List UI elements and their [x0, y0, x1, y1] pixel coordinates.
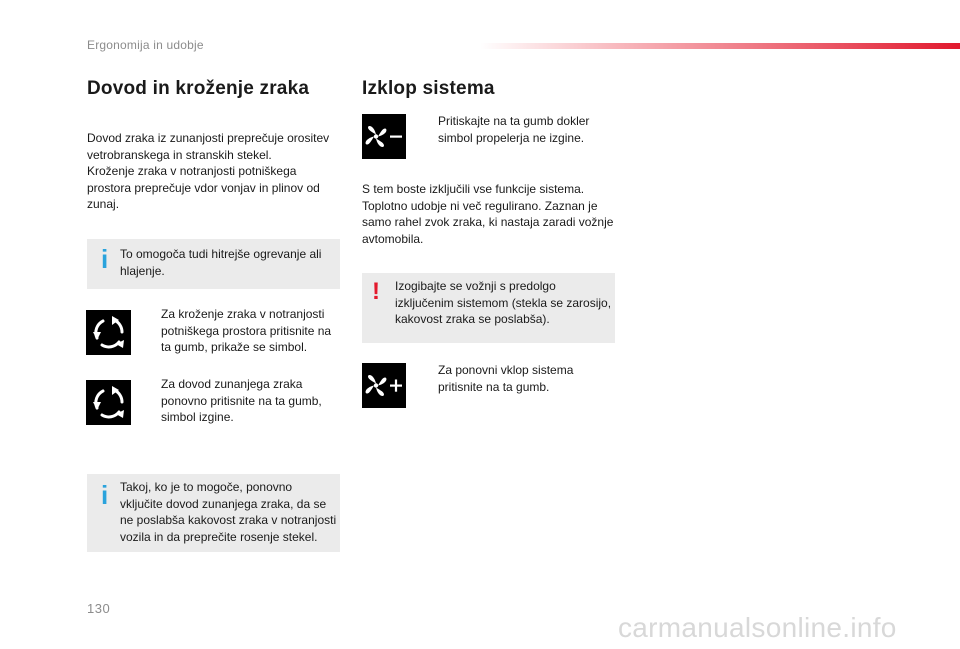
- intro-line: prostora preprečuje vdor vonjav in plinov od: [87, 180, 320, 195]
- left-section-title: Dovod in kroženje zraka: [87, 78, 310, 99]
- paragraph-line: samo rahel zvok zraka, ki nastaja zaradi vožnje: [362, 215, 614, 229]
- intro-line: Dovod zraka iz zunanjosti preprečuje orositev: [87, 131, 330, 145]
- step-line: ta gumb, prikaže se simbol.: [161, 340, 308, 354]
- step-line: ponovno pritisnite na ta gumb,: [161, 393, 322, 408]
- fan-minus-icon: [362, 114, 406, 159]
- intro-line: zunaj.: [87, 197, 120, 211]
- page-number: 130: [87, 601, 111, 616]
- step-text: [438, 113, 589, 146]
- step-line: Pritiskajte na ta gumb dokler: [438, 114, 590, 128]
- left-intro-paragraph: [87, 130, 329, 213]
- info-box: [87, 474, 340, 552]
- right-paragraph: [362, 181, 613, 247]
- fan-plus-button[interactable]: [362, 363, 406, 408]
- info-line: To omogoča tudi hitrejše ogrevanje ali: [120, 247, 322, 261]
- warning-icon: !: [372, 278, 380, 305]
- watermark: carmanualsonline.info: [618, 612, 897, 643]
- warning-line: kakovost zraka se poslabša).: [395, 312, 550, 326]
- section-label: Ergonomija in udobje: [87, 38, 204, 52]
- info-line: hlajenje.: [120, 263, 165, 278]
- warning-box: [362, 273, 615, 343]
- step-text: [161, 376, 322, 426]
- step-line: potniškega prostora pritisnite na: [161, 323, 332, 338]
- info-line: ne poslabša kakovost zraka v notranjosti: [120, 513, 337, 527]
- info-line: vozila in da preprečite rosenje stekel.: [120, 529, 318, 544]
- info-box-text: [120, 246, 321, 279]
- step-text: [161, 306, 331, 356]
- info-line: vključite dovod zunanjega zraka, da se: [120, 496, 327, 511]
- step-line: pritisnite na ta gumb.: [438, 379, 550, 394]
- step-text: [438, 362, 573, 395]
- paragraph-line: avtomobila.: [362, 231, 424, 246]
- warning-line: izključenim sistemom (stekla se zarosijo,: [395, 295, 612, 310]
- info-box-text: [120, 479, 336, 545]
- intro-line: Kroženje zraka v notranjosti potniškega: [87, 164, 297, 178]
- paragraph-line: Toplotno udobje ni več regulirano. Zaznan je: [362, 198, 598, 213]
- step-line: simbol propelerja ne izgine.: [438, 130, 585, 145]
- right-section-title: Izklop sistema: [362, 78, 495, 99]
- info-box: [87, 239, 340, 289]
- fan-plus-icon: [362, 363, 406, 408]
- warning-line: Izogibajte se vožnji s predolgo: [395, 279, 556, 293]
- header-accent-bar: [480, 43, 960, 49]
- step-line: Za ponovni vklop sistema: [438, 363, 574, 377]
- warning-text: [395, 278, 611, 328]
- step-line: Za dovod zunanjega zraka: [161, 377, 303, 391]
- info-icon: i: [101, 244, 109, 274]
- fan-minus-button[interactable]: [362, 114, 406, 159]
- air-recirculation-icon: [86, 380, 131, 425]
- info-icon: i: [101, 480, 109, 510]
- step-line: simbol izgine.: [161, 410, 234, 424]
- step-line: Za kroženje zraka v notranjosti: [161, 307, 325, 321]
- paragraph-line: S tem boste izključili vse funkcije sistema.: [362, 182, 585, 196]
- air-recirculation-button[interactable]: [86, 380, 131, 425]
- air-recirculation-button[interactable]: [86, 310, 131, 355]
- info-line: Takoj, ko je to mogoče, ponovno: [120, 480, 293, 494]
- intro-line: vetrobranskega in stranskih stekel.: [87, 147, 272, 162]
- air-recirculation-icon: [86, 310, 131, 355]
